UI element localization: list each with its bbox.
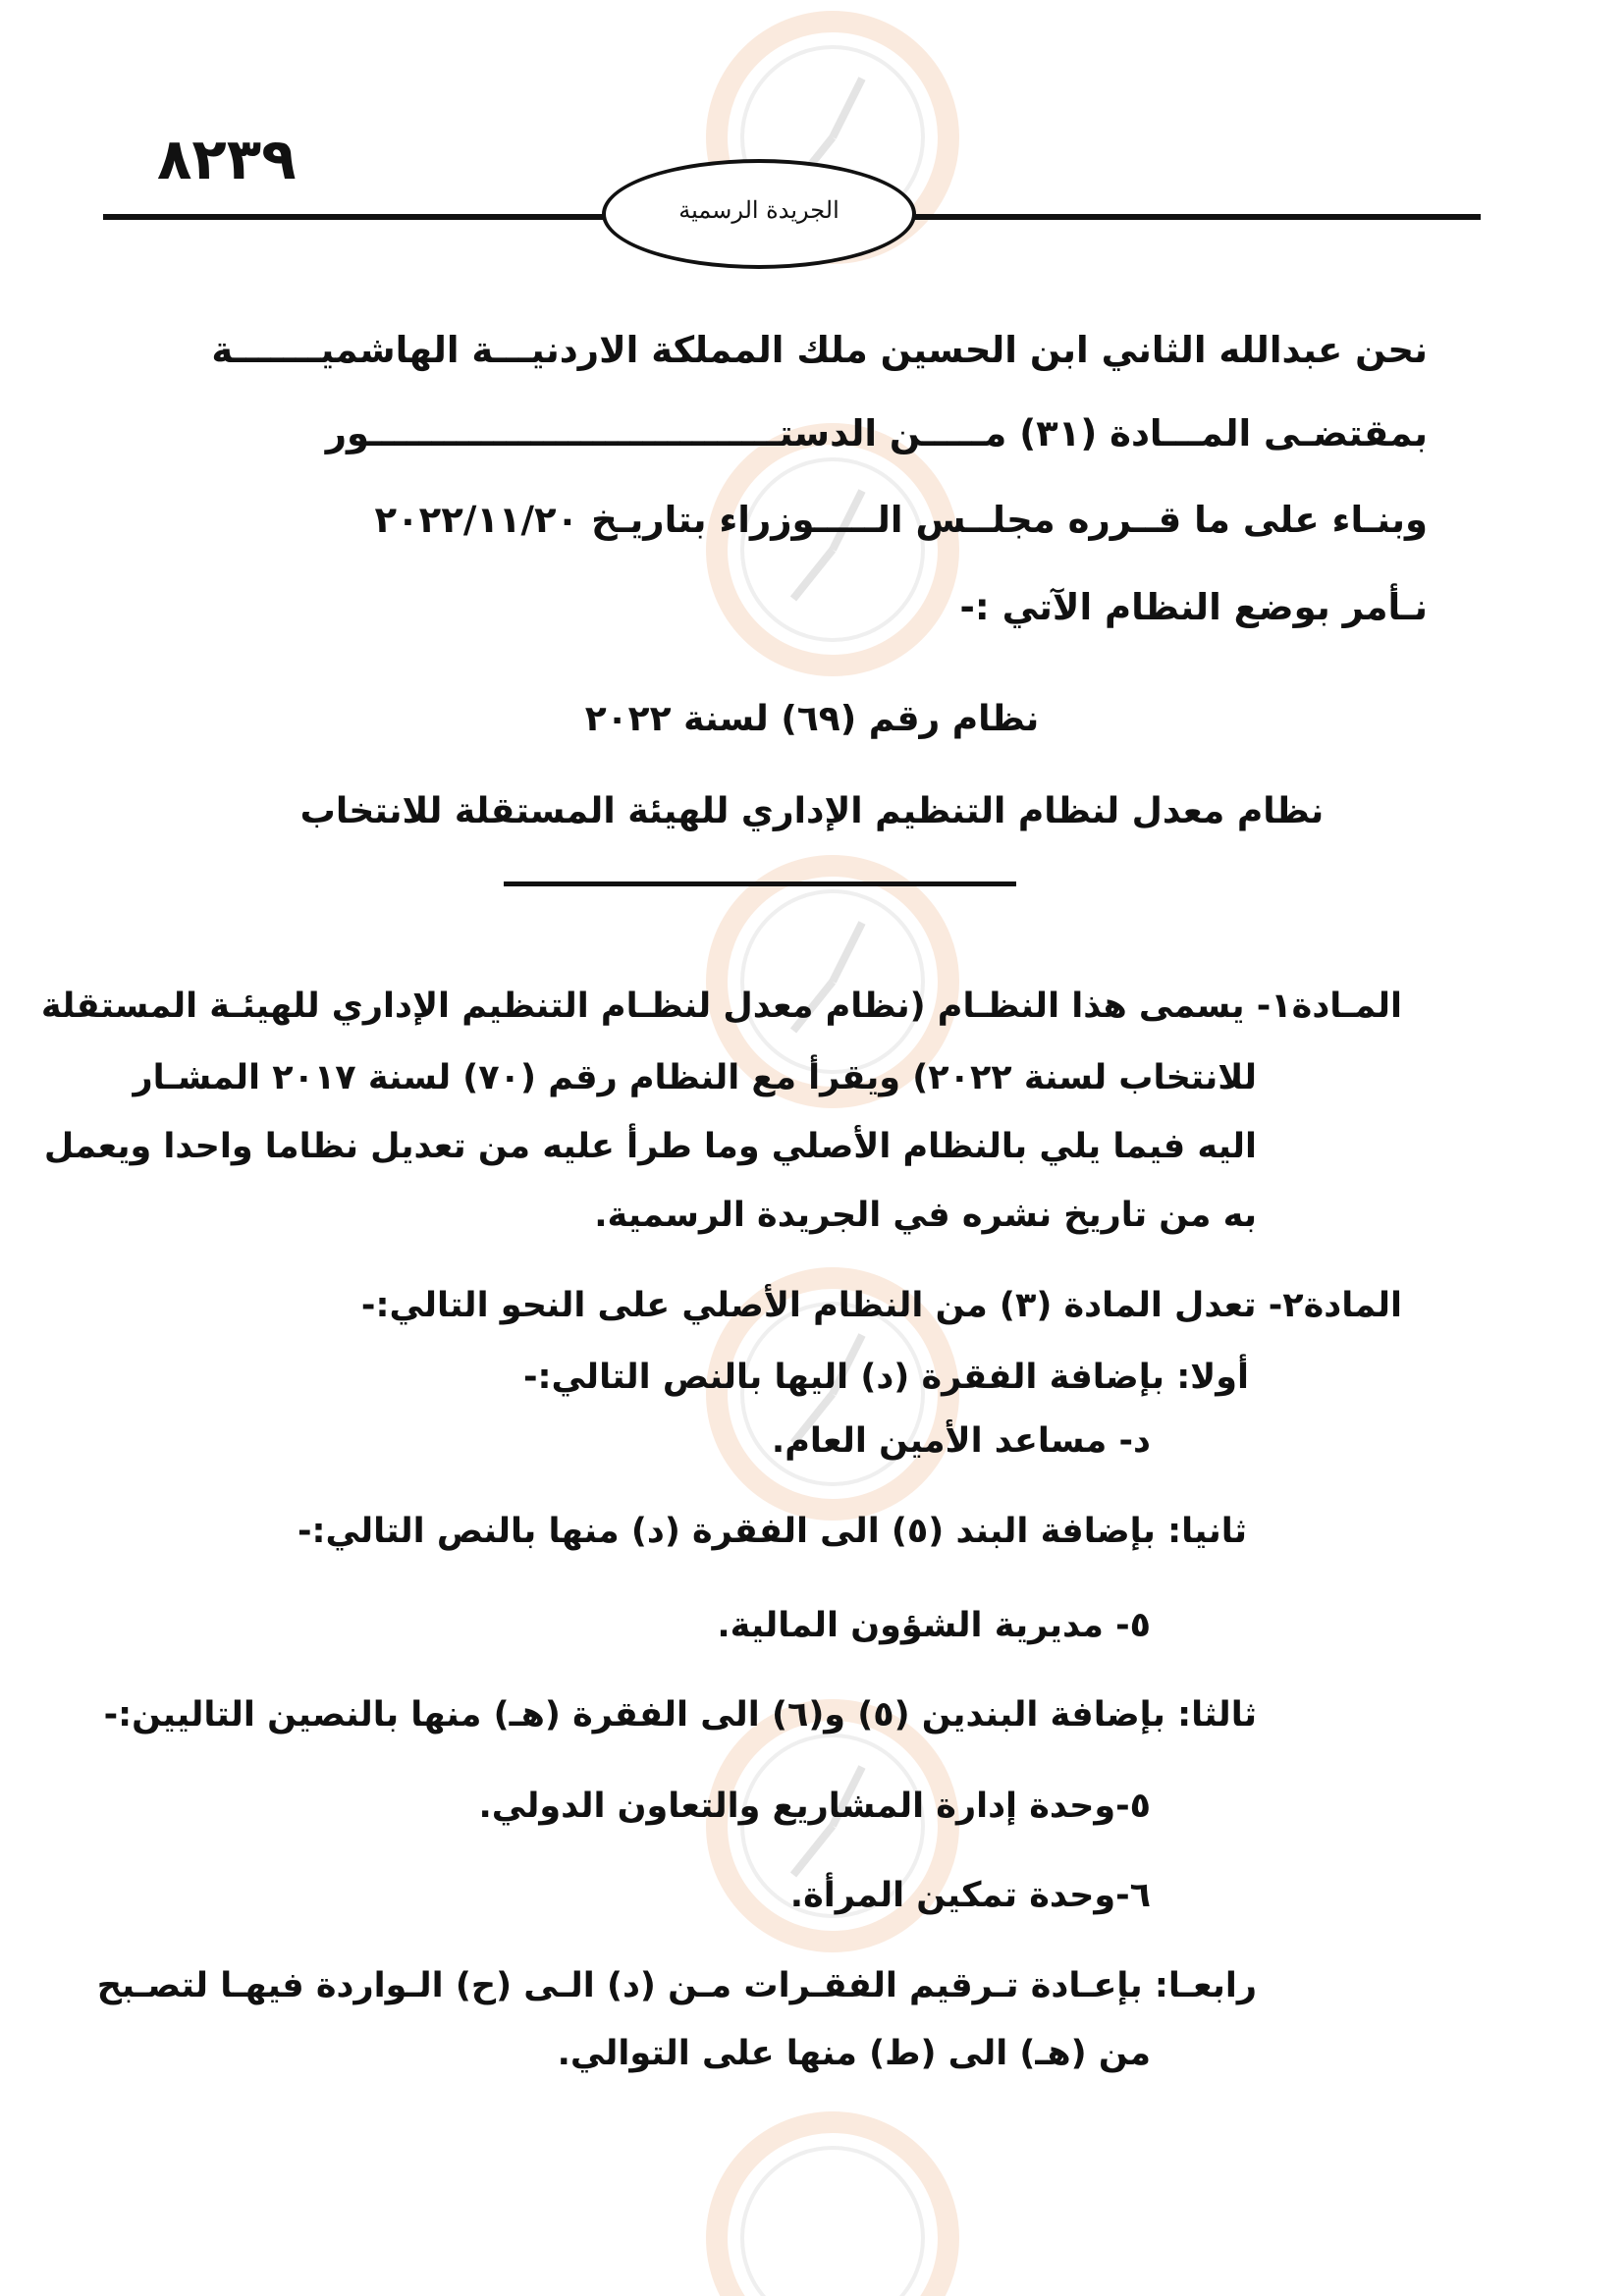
article2-fourth-line-1: رابعـا: بإعـادة تـرقيم الفقـرات مـن (د) الـى (ح) الـواردة فيهـا لتصـبح xyxy=(96,1966,1257,2005)
page-number: ٨٢٣٩ xyxy=(157,126,297,192)
article2-third-item-1: ٥-وحدة إدارة المشاريع والتعاون الدولي. xyxy=(478,1787,1151,1826)
regulation-number: نظام رقم (٦٩) لسنة ٢٠٢٢ xyxy=(584,699,1040,739)
preamble-line-3: وبنـاء على ما قــرره مجلــس الـــــوزراء بتاريـخ ٢٠٢٢/١١/٢٠ xyxy=(374,499,1428,541)
article2-first-item: د- مساعد الأمين العام. xyxy=(771,1421,1151,1461)
title-separator xyxy=(504,881,1016,886)
watermark-clock-icon xyxy=(717,2122,948,2296)
article1-line-1: المـادة١- يسمى هذا النظـام (نظام معدل لنظـام التنظيم الإداري للهيئـة المستقلة xyxy=(40,987,1402,1026)
article1-line-3: اليه فيما يلي بالنظام الأصلي وما طرأ عليه من تعديل نظاما واحدا ويعمل xyxy=(43,1127,1257,1166)
article2-fourth-line-2: من (هـ) الى (ط) منها على التوالي. xyxy=(557,2034,1151,2073)
preamble-line-2: بمقتضـى المـــادة (٣١) مـــــن الدستـــــــــــــــــــــــــــــــــور xyxy=(325,412,1428,454)
article1-line-2: للانتخاب لسنة ٢٠٢٢) ويقرأ مع النظام رقم (٧٠) لسنة ٢٠١٧ المشـار xyxy=(133,1058,1257,1097)
preamble-line-4: نـأمر بوضع النظام الآتي :- xyxy=(959,586,1428,628)
article2-first: أولا: بإضافة الفقرة (د) اليها بالنص التالي:- xyxy=(523,1358,1249,1397)
article2-third-item-2: ٦-وحدة تمكين المرأة. xyxy=(789,1876,1151,1915)
article1-line-4: به من تاريخ نشره في الجريدة الرسمية. xyxy=(594,1196,1257,1235)
article2-second: ثانيا: بإضافة البند (٥) الى الفقرة (د) منها بالنص التالي:- xyxy=(298,1512,1247,1551)
watermark-clock-icon xyxy=(717,434,948,666)
article2-intro: المادة٢- تعدل المادة (٣) من النظام الأصلي على النحو التالي:- xyxy=(360,1286,1402,1325)
gazette-name: الجريدة الرسمية xyxy=(678,196,839,224)
article2-third: ثالثا: بإضافة البندين (٥) و(٦) الى الفقرة (هـ) منها بالنصين التاليين:- xyxy=(103,1695,1257,1735)
gazette-name-oval xyxy=(602,159,916,269)
regulation-name: نظام معدل لنظام التنظيم الإداري للهيئة المستقلة للانتخاب xyxy=(299,791,1325,831)
article2-second-item: ٥- مديرية الشؤون المالية. xyxy=(717,1606,1151,1645)
preamble-line-1: نحن عبدالله الثاني ابن الحسين ملك المملكة الاردنيـــة الهاشميـــــــة xyxy=(211,329,1428,371)
